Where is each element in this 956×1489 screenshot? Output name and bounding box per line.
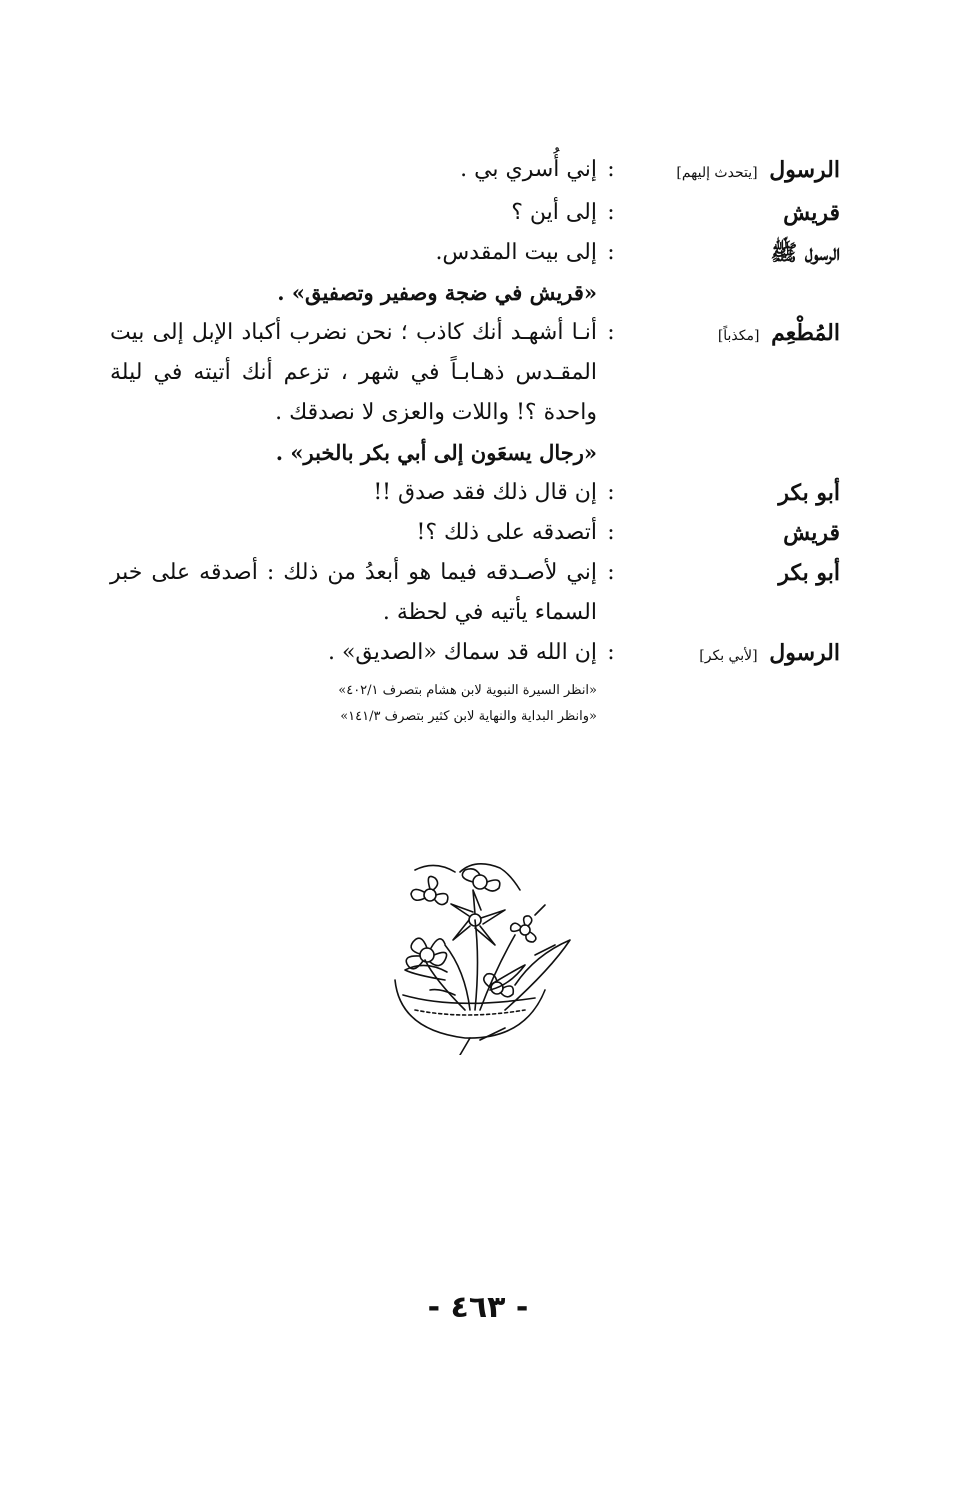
reference-line: «انظر السيرة النبوية لابن هشام بتصرف ٤٠٢/١» bbox=[338, 683, 597, 698]
speech-text: إن الله قد سماك «الصديق» . bbox=[327, 640, 597, 665]
references bbox=[110, 678, 597, 730]
speech-text: إني أُسري بي . bbox=[460, 157, 597, 182]
speaker bbox=[625, 633, 840, 676]
speaker bbox=[625, 150, 840, 193]
speaker bbox=[625, 193, 840, 233]
dialogue-block bbox=[110, 150, 840, 730]
dialogue-line bbox=[110, 633, 840, 676]
speaker bbox=[625, 553, 840, 593]
colon: : bbox=[607, 520, 615, 545]
speaker-name: قريش bbox=[783, 520, 840, 546]
colon: : bbox=[607, 640, 615, 665]
speech-text: إن قال ذلك فقد صدق !! bbox=[373, 480, 597, 505]
dialogue-line bbox=[110, 150, 840, 193]
speaker-name: المُطْعِم bbox=[771, 320, 840, 346]
colon: : bbox=[607, 157, 615, 182]
colon: : bbox=[607, 320, 615, 345]
speech-text: أنـا أشهـد أنك كاذب ؛ نحن نضرب أكباد الإبل إلى بيت المقـدس ذهـابـاً في شهر ، تزعم أنك أتيته في ليلة واحدة ؟! واللات والعزى لا نصدقك . bbox=[110, 320, 597, 425]
speaker bbox=[625, 313, 840, 356]
colon: : bbox=[607, 240, 615, 265]
speaker-note: [لأبي بكر] bbox=[699, 648, 758, 664]
dialogue-line bbox=[110, 233, 840, 273]
speech-text: إني لأصـدقه فيما هو أبعدُ من ذلك : أصدقه على خبر السماء يأتيه في لحظة . bbox=[110, 560, 597, 625]
speaker-name: الرسول bbox=[769, 157, 840, 183]
dialogue-line bbox=[110, 313, 840, 433]
colon: : bbox=[607, 480, 615, 505]
colon: : bbox=[607, 200, 615, 225]
speaker-name: أبو بكر bbox=[778, 480, 840, 506]
speaker-note: [مكذباً] bbox=[717, 328, 760, 344]
speaker-name: قريش bbox=[783, 200, 840, 226]
speaker-name: أبو بكر bbox=[778, 560, 840, 586]
speech-text: إلى بيت المقدس. bbox=[435, 240, 597, 265]
reference-line: «وانظر البداية والنهاية لابن كثير بتصرف ١٤١/٣» bbox=[340, 709, 597, 724]
speech-text: إلى أين ؟ bbox=[511, 200, 597, 225]
speaker-name: الرسول ﷺ bbox=[770, 240, 840, 266]
flower-vase-icon bbox=[385, 860, 575, 1055]
speaker-name: الرسول bbox=[769, 640, 840, 666]
speaker bbox=[625, 473, 840, 513]
dialogue-line bbox=[110, 553, 840, 633]
page-number: - ٤٦٣ - bbox=[427, 1290, 529, 1325]
stage-direction: «قريش في ضجة وصفير وتصفيق» . bbox=[277, 280, 597, 305]
stage-direction: «رجال يسعَون إلى أبي بكر بالخبر» . bbox=[275, 440, 597, 465]
dialogue-line bbox=[110, 473, 840, 513]
dialogue-line bbox=[110, 513, 840, 553]
speaker bbox=[625, 513, 840, 553]
speech-text: أتصدقه على ذلك ؟! bbox=[416, 520, 597, 545]
colon: : bbox=[607, 560, 615, 585]
speaker-note: [يتحدث إليهم] bbox=[676, 165, 758, 181]
dialogue-line bbox=[110, 193, 840, 233]
speaker bbox=[625, 233, 840, 273]
